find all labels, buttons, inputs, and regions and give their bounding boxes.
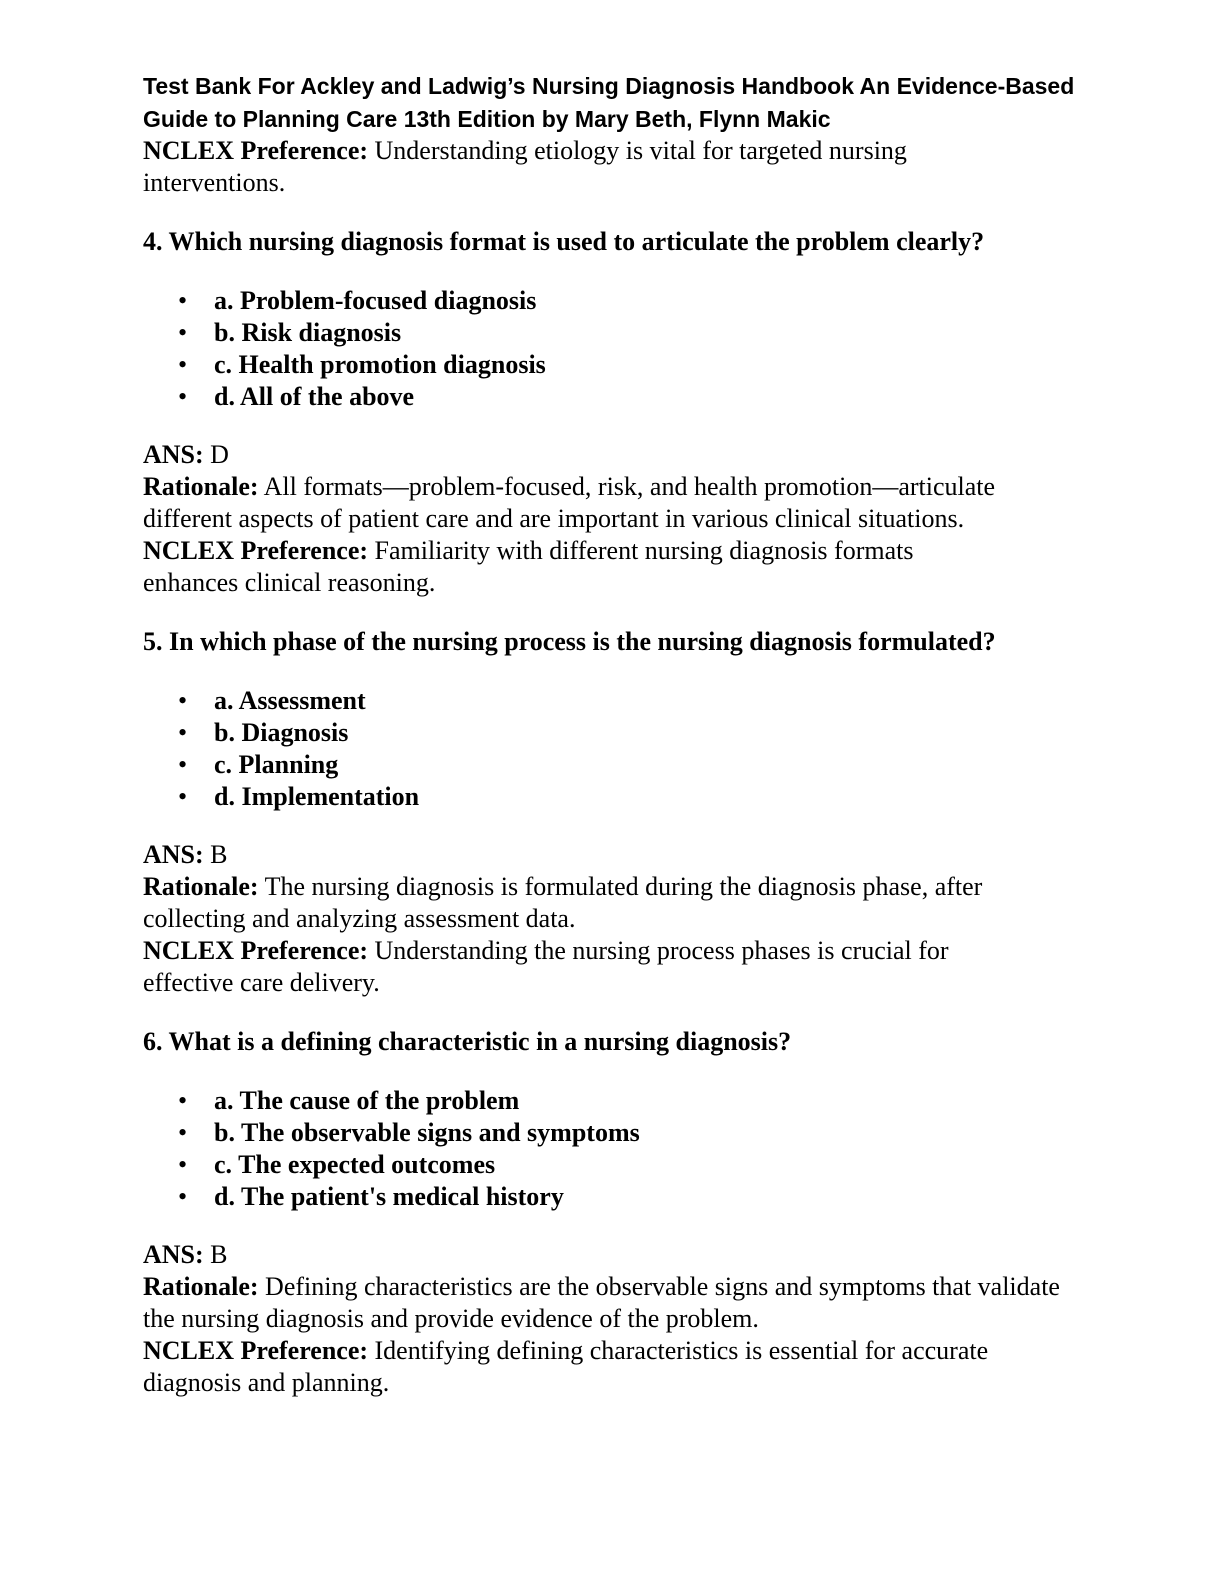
- answer-label: ANS:: [143, 440, 204, 469]
- option-text: d. Implementation: [214, 782, 420, 811]
- option-text: b. The observable signs and symptoms: [214, 1118, 640, 1147]
- option-item: [143, 685, 1103, 717]
- bullet-icon: •: [178, 686, 188, 715]
- question-block-6: [143, 999, 1103, 1399]
- bullet-icon: •: [178, 382, 188, 411]
- rationale-paragraph: [143, 1271, 1063, 1335]
- rationale-paragraph: [143, 871, 1063, 935]
- bullet-icon: •: [178, 1150, 188, 1179]
- answer-block: [143, 839, 1063, 999]
- answer-line: [143, 839, 1063, 871]
- answer-line: [143, 1239, 1063, 1271]
- option-item: [143, 781, 1103, 813]
- option-item: [143, 1149, 1103, 1181]
- bullet-icon: •: [178, 1182, 188, 1211]
- question-text: 4. Which nursing diagnosis format is used to articulate the problem clearly?: [143, 227, 985, 256]
- options-list: [143, 285, 1103, 413]
- answer-value: B: [203, 840, 228, 869]
- options-list: [143, 685, 1103, 813]
- answer-block: [143, 1239, 1063, 1399]
- nclex-label: NCLEX Preference:: [143, 536, 369, 565]
- nclex-text: Identifying defining characteristics is essential for accurate diagnosis and planning.: [143, 1336, 989, 1397]
- option-text: d. All of the above: [214, 382, 415, 411]
- answer-value: B: [203, 1240, 228, 1269]
- intro-block: [143, 135, 983, 199]
- option-item: [143, 317, 1103, 349]
- option-text: b. Diagnosis: [214, 718, 349, 747]
- nclex-paragraph: [143, 535, 983, 599]
- option-text: c. Health promotion diagnosis: [214, 350, 546, 379]
- question-text: 5. In which phase of the nursing process is the nursing diagnosis formulated?: [143, 627, 996, 656]
- option-text: b. Risk diagnosis: [214, 318, 402, 347]
- bullet-icon: •: [178, 750, 188, 779]
- intro-nclex-paragraph: [143, 135, 983, 199]
- document-page: [143, 70, 1103, 1399]
- answer-value: D: [203, 440, 229, 469]
- nclex-text: Understanding the nursing process phases is crucial for effective care delivery.: [143, 936, 949, 997]
- rationale-text: All formats—problem-focused, risk, and health promotion—articulate different aspects of patient care and are important in various clinical situations.: [143, 472, 996, 533]
- nclex-text: Familiarity with different nursing diagnosis formats enhances clinical reasoning.: [143, 536, 914, 597]
- question-block-4: [143, 199, 1103, 599]
- intro-nclex-text: Understanding etiology is vital for targeted nursing interventions.: [143, 136, 907, 197]
- nclex-label: NCLEX Preference:: [143, 1336, 369, 1365]
- bullet-icon: •: [178, 782, 188, 811]
- rationale-label: Rationale:: [143, 872, 259, 901]
- answer-block: [143, 439, 1063, 599]
- nclex-label: NCLEX Preference:: [143, 936, 369, 965]
- rationale-label: Rationale:: [143, 472, 259, 501]
- question-block-5: [143, 599, 1103, 999]
- bullet-icon: •: [178, 718, 188, 747]
- option-text: d. The patient's medical history: [214, 1182, 564, 1211]
- intro-nclex-label: NCLEX Preference:: [143, 136, 369, 165]
- option-item: [143, 349, 1103, 381]
- nclex-paragraph: [143, 935, 1023, 999]
- option-item: [143, 285, 1103, 317]
- document-header-title: Test Bank For Ackley and Ladwig’s Nursing Diagnosis Handbook An Evidence-Based Guide to Planning Care 13th Edition by Mary Beth, Flynn Makic: [143, 73, 1075, 132]
- options-list: [143, 1085, 1103, 1213]
- option-item: [143, 749, 1103, 781]
- rationale-paragraph: [143, 471, 1063, 535]
- option-text: c. Planning: [214, 750, 339, 779]
- option-text: a. Assessment: [214, 686, 366, 715]
- option-text: a. The cause of the problem: [214, 1086, 520, 1115]
- option-item: [143, 1117, 1103, 1149]
- option-text: a. Problem-focused diagnosis: [214, 286, 537, 315]
- bullet-icon: •: [178, 286, 188, 315]
- option-item: [143, 717, 1103, 749]
- bullet-icon: •: [178, 1086, 188, 1115]
- rationale-label: Rationale:: [143, 1272, 259, 1301]
- option-text: c. The expected outcomes: [214, 1150, 496, 1179]
- answer-label: ANS:: [143, 840, 204, 869]
- answer-line: [143, 439, 1063, 471]
- option-item: [143, 381, 1103, 413]
- rationale-text: The nursing diagnosis is formulated during the diagnosis phase, after collecting and analyzing assessment data.: [143, 872, 983, 933]
- question-text: 6. What is a defining characteristic in a nursing diagnosis?: [143, 1027, 792, 1056]
- bullet-icon: •: [178, 318, 188, 347]
- nclex-paragraph: [143, 1335, 1063, 1399]
- bullet-icon: •: [178, 1118, 188, 1147]
- answer-label: ANS:: [143, 1240, 204, 1269]
- option-item: [143, 1085, 1103, 1117]
- option-item: [143, 1181, 1103, 1213]
- bullet-icon: •: [178, 350, 188, 379]
- rationale-text: Defining characteristics are the observable signs and symptoms that validate the nursing diagnosis and provide evidence of the problem.: [143, 1272, 1060, 1333]
